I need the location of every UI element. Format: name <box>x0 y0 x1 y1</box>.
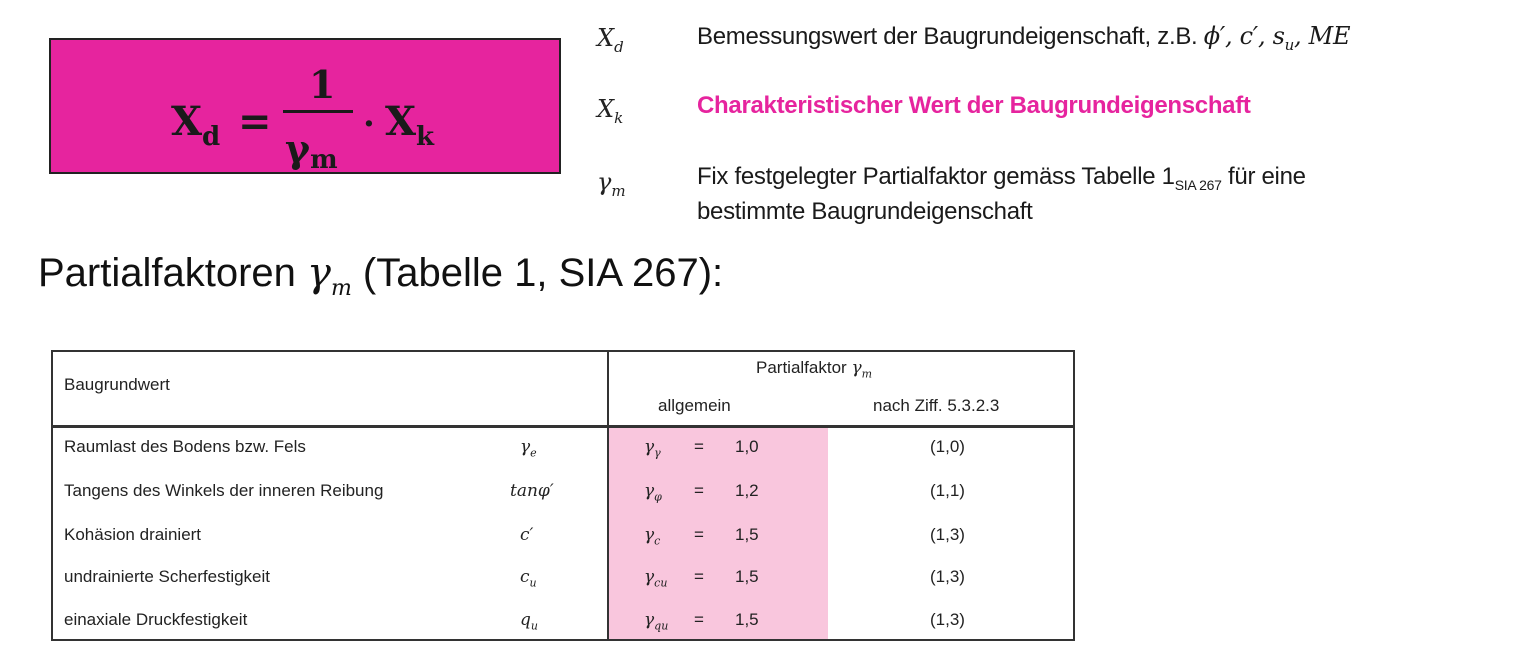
table-row-symbol: c′ <box>520 525 534 545</box>
table-row-symbol: tanφ′ <box>510 481 554 501</box>
formula-dot: · <box>363 104 375 144</box>
formula-equals: = <box>238 98 272 145</box>
table-row-name: Raumlast des Bodens bzw. Fels <box>64 437 306 456</box>
definition-text-gamma-m: Fix festgelegter Partialfaktor gemäss Tabelle $1_{SIA 267}$ für eine <box>697 163 1306 193</box>
table-row-symbol: $q_u$ <box>520 610 538 633</box>
section-heading: Partialfaktoren $\gamma_m$ (Tabelle 1, SIA 267): <box>38 250 724 301</box>
table-column-divider <box>607 350 609 641</box>
table-row-ziff: (1,3) <box>930 567 965 586</box>
header-nach-ziff: nach Ziff. 5.3.2.3 <box>873 396 1000 415</box>
definition-text-xk: Charakteristischer Wert der Baugrundeigenschaft <box>697 92 1251 119</box>
definition-text-gamma-m-line2: bestimmte Baugrundeigenschaft <box>697 198 1033 225</box>
table-row-value: 1,5 <box>735 525 759 544</box>
table-row-gamma: $\gamma_\varphi$ <box>644 481 662 504</box>
table-row-symbol: $\gamma_e$ <box>520 437 537 460</box>
highlight-column <box>609 428 828 641</box>
formula-numerator: 1 <box>309 62 336 107</box>
table-border-bottom <box>51 639 1075 641</box>
table-row-equals: = <box>694 610 704 629</box>
table-row-gamma: $\gamma_{cu}$ <box>644 567 668 590</box>
formula-lhs: $X_d$ <box>171 98 221 152</box>
table-row-equals: = <box>694 437 704 456</box>
table-row-equals: = <box>694 481 704 500</box>
definition-symbol-xd: $X_d$ <box>597 24 624 56</box>
header-baugrundwert: Baugrundwert <box>64 375 170 394</box>
table-row-ziff: (1,3) <box>930 525 965 544</box>
table-row-equals: = <box>694 525 704 544</box>
table-row-gamma: $\gamma_\gamma$ <box>644 437 661 460</box>
header-partialfaktor: Partialfaktor $\gamma_m$ <box>756 358 873 381</box>
table-row-value: 1,2 <box>735 481 759 500</box>
header-allgemein: allgemein <box>658 396 731 415</box>
table-row-value: 1,5 <box>735 610 759 629</box>
table-row-gamma: $\gamma_c$ <box>644 525 661 548</box>
definition-symbol-gamma-m: $\gamma_m$ <box>597 168 626 200</box>
table-row-ziff: (1,3) <box>930 610 965 629</box>
definition-symbol-xk: $X_k$ <box>597 95 624 127</box>
formula-denominator: γm <box>285 126 338 175</box>
table-row-value: 1,5 <box>735 567 759 586</box>
table-border-left <box>51 350 53 641</box>
table-header-divider <box>51 425 1075 428</box>
table-row-equals: = <box>694 567 704 586</box>
table-row-ziff: (1,1) <box>930 481 965 500</box>
table-row-gamma: $\gamma_{qu}$ <box>644 610 669 633</box>
definition-text-xd: Bemessungswert der Baugrundeigenschaft, z.B. ϕ′, c′, $s_u$, ME <box>697 22 1351 54</box>
table-row-name: Tangens des Winkels der inneren Reibung <box>64 481 384 500</box>
formula-rhs: $X_k$ <box>385 98 435 152</box>
table-row-ziff: (1,0) <box>930 437 965 456</box>
table-row-value: 1,0 <box>735 437 759 456</box>
table-border-right <box>1073 350 1075 641</box>
table-row-name: undrainierte Scherfestigkeit <box>64 567 271 586</box>
table-row-name: einaxiale Druckfestigkeit <box>64 610 248 629</box>
table-row-name: Kohäsion drainiert <box>64 525 202 544</box>
table-border-top <box>51 350 1075 352</box>
table-row-symbol: $c_u$ <box>520 567 537 590</box>
